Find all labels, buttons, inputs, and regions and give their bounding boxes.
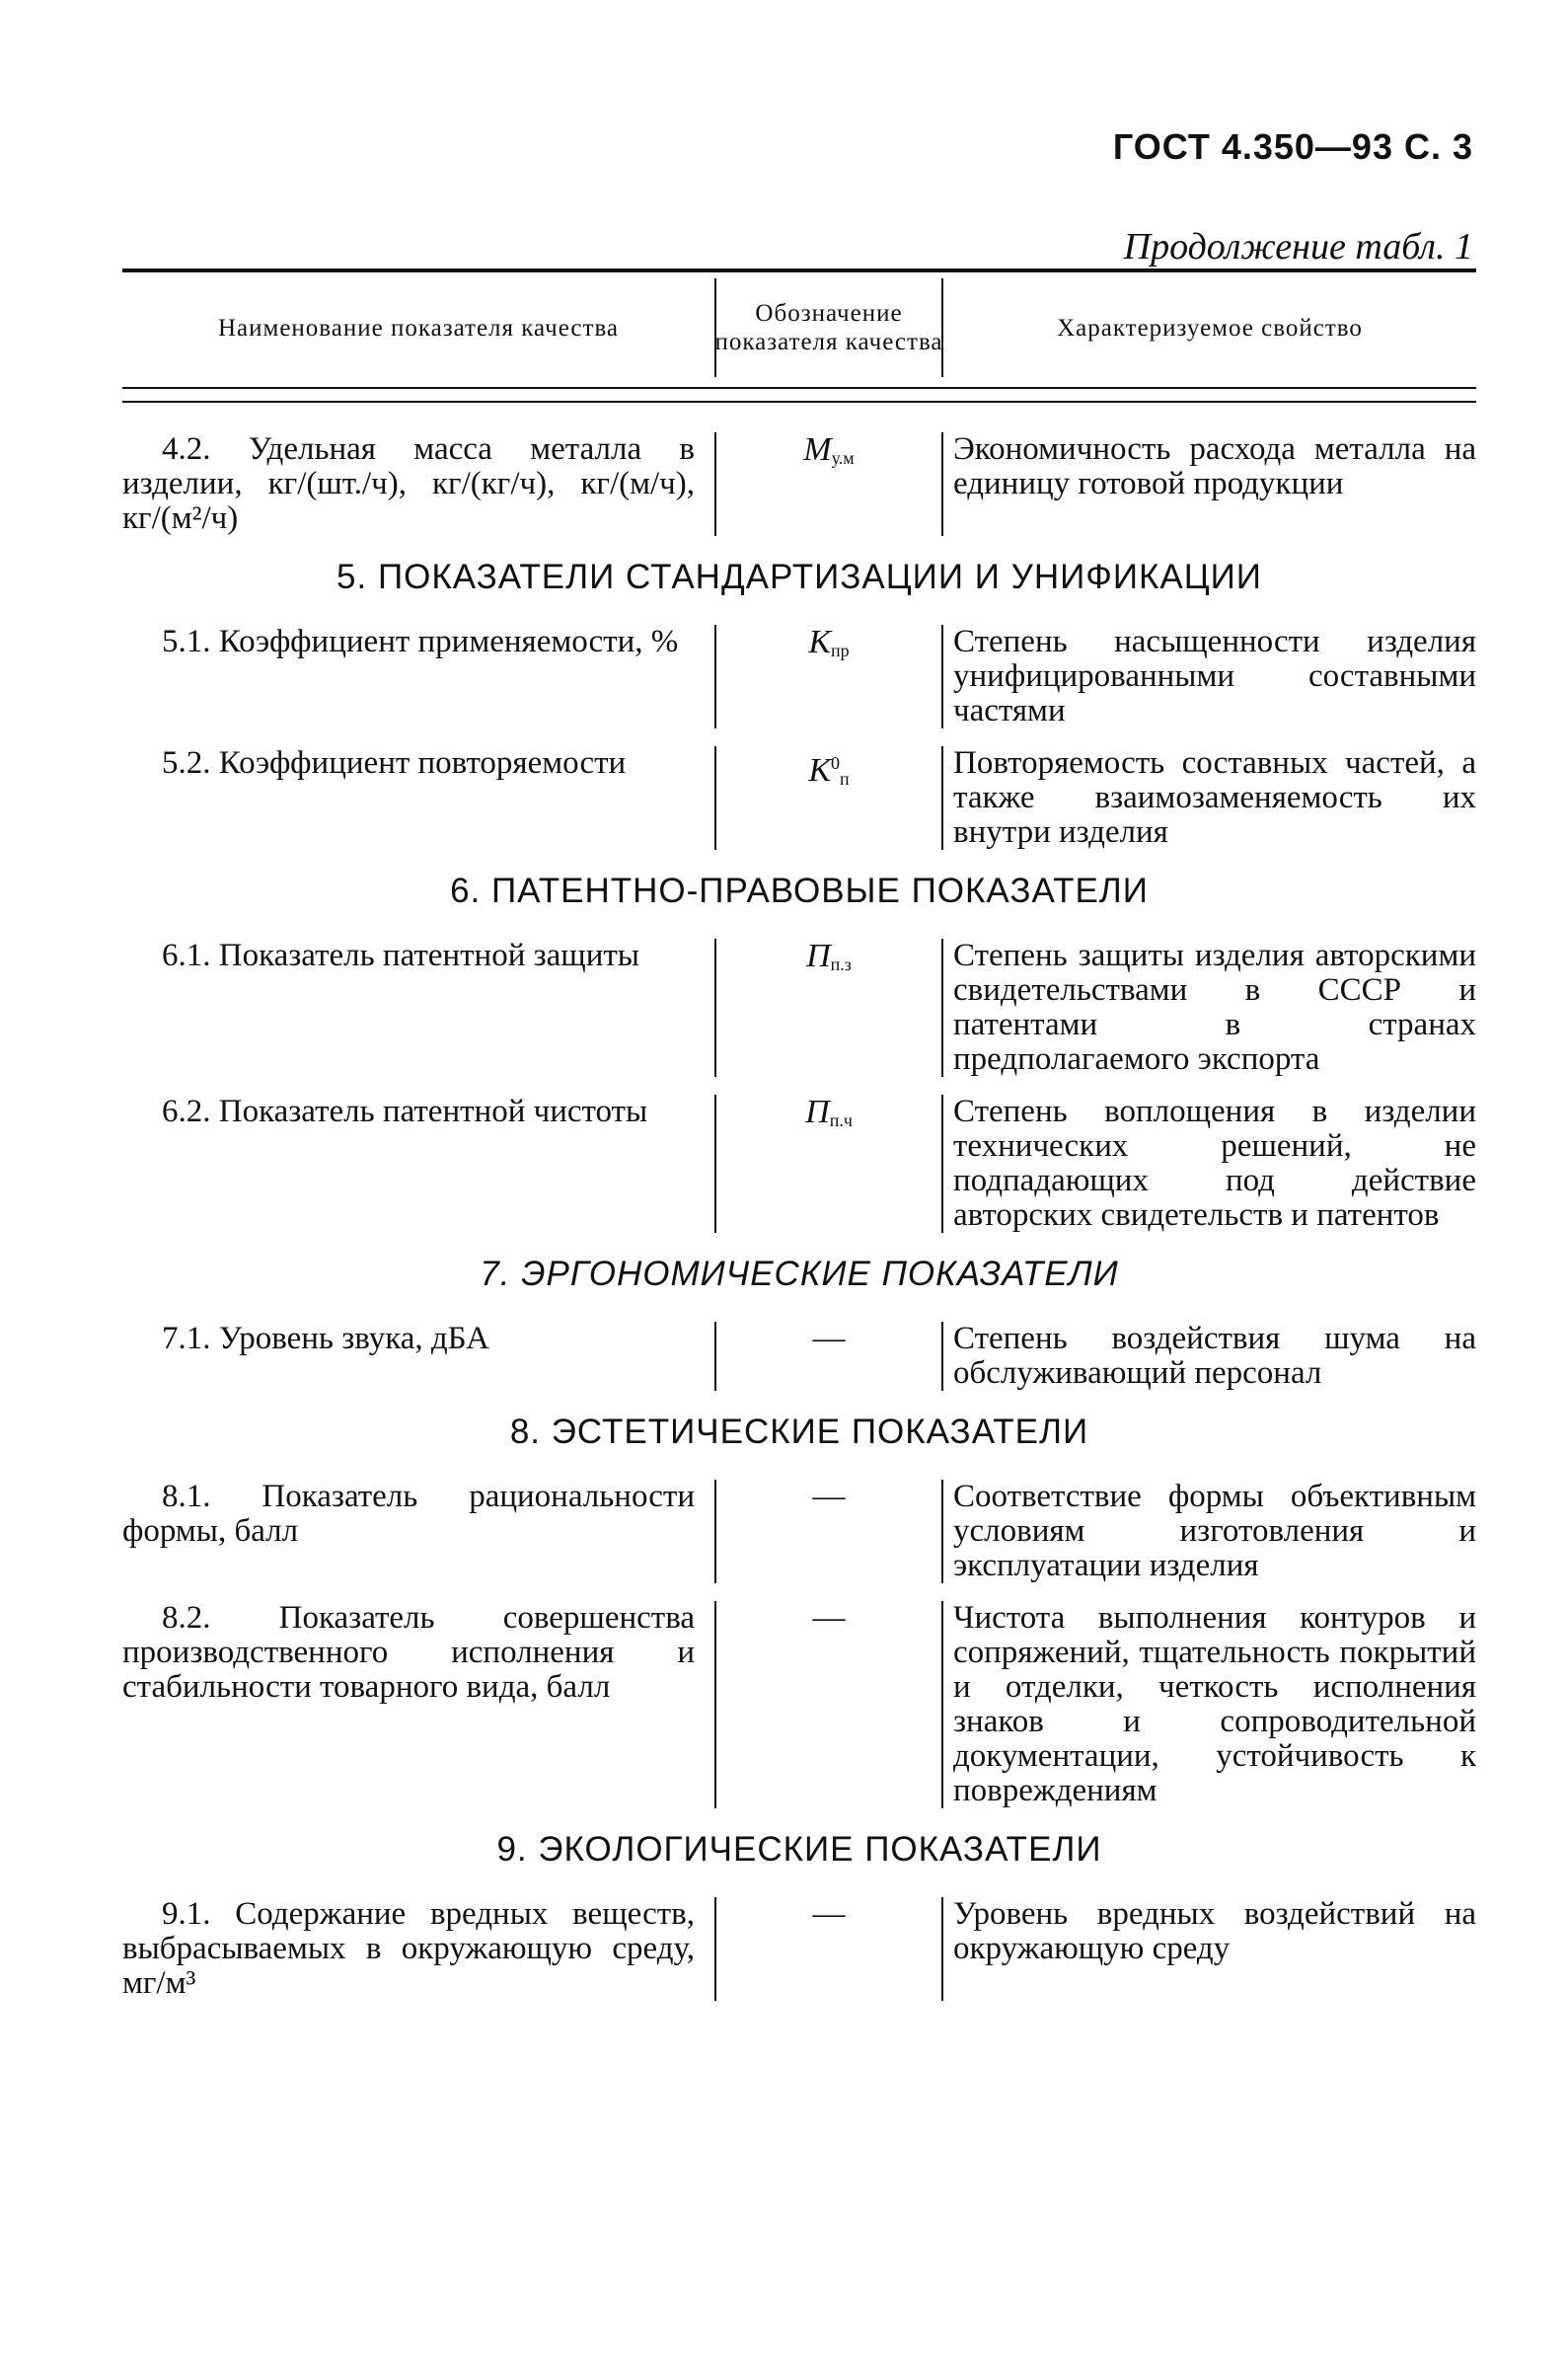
indicator-property: Соответствие формы объективным условиям изготовления и эксплуатации изделия: [953, 1479, 1476, 1583]
indicator-symbol: —: [714, 1322, 943, 1391]
table-row: [122, 1601, 1476, 1808]
table-row: [122, 746, 1476, 850]
indicator-symbol: $К_{пр}$: [714, 625, 943, 728]
column-header-property: Характеризуемое свойство: [1057, 314, 1363, 342]
indicator-property: Уровень вредных воздействий на окружающую среду: [953, 1896, 1476, 1966]
indicator-property: Чистота выполнения контуров и сопряжений, тщательность покрытий и отделки, четкость исполнения знаков и сопроводительной документации, устойчивость к повреждениям: [953, 1600, 1476, 1808]
table-header-double-rule: [122, 387, 1476, 403]
section-title: 9. ЭКОЛОГИЧЕСКИЕ ПОКАЗАТЕЛИ: [496, 1830, 1102, 1869]
table-row: [122, 625, 1476, 728]
indicator-property: Степень воплощения в изделии технических решений, не подпадающих под действие авторских свидетельств и патентов: [953, 1094, 1476, 1233]
column-header-symbol-text: Обозначение показателя качества: [714, 300, 943, 355]
column-header-name: Наименование показателя качества: [217, 314, 620, 342]
table-continuation-label: Продолжение табл. 1: [1123, 226, 1473, 268]
indicator-property: Повторяемость составных частей, а также взаимозаменяемость их внутри изделия: [953, 745, 1476, 850]
indicator-name: 8.2. Показатель совершенства производственного исполнения и стабильности товарного вида, балл: [122, 1600, 695, 1705]
page-header-standard: ГОСТ 4.350—93 С. 3: [1112, 126, 1473, 167]
indicator-symbol: $К^0_п$: [714, 746, 943, 850]
indicator-property: Степень насыщенности изделия унифицированными составными частями: [953, 624, 1476, 728]
table-row: [122, 939, 1476, 1077]
indicator-symbol: $П_{п.з}$: [714, 939, 943, 1077]
table-row: [122, 1897, 1476, 2001]
indicator-name: 9.1. Содержание вредных веществ, выбрасываемых в окружающую среду, мг/м³: [122, 1896, 695, 2001]
indicator-property: Степень защиты изделия авторскими свидетельствами в СССР и патентами в странах предполагаемого экспорта: [953, 938, 1476, 1077]
indicator-name: 7.1. Уровень звука, дБА: [162, 1321, 490, 1356]
indicator-symbol: —: [714, 1601, 943, 1808]
indicator-name: 5.2. Коэффициент повторяемости: [162, 745, 627, 781]
indicator-symbol: —: [714, 1897, 943, 2001]
indicator-symbol: $М_{у.м}$: [714, 432, 943, 536]
indicator-property: Экономичность расхода металла на единицу готовой продукции: [953, 431, 1476, 501]
indicator-symbol: —: [714, 1480, 943, 1583]
table-row: [122, 1480, 1476, 1583]
table-row: [122, 432, 1476, 536]
section-title: 5. ПОКАЗАТЕЛИ СТАНДАРТИЗАЦИИ И УНИФИКАЦИИ: [336, 558, 1262, 596]
indicator-name: 8.1. Показатель рациональности формы, балл: [122, 1479, 695, 1549]
indicator-symbol: $П_{п.ч}$: [714, 1095, 943, 1233]
section-title: 6. ПАТЕНТНО-ПРАВОВЫЕ ПОКАЗАТЕЛИ: [450, 872, 1149, 910]
indicator-name: 6.2. Показатель патентной чистоты: [162, 1094, 648, 1129]
indicator-name: 6.1. Показатель патентной защиты: [162, 938, 639, 973]
indicator-name: 4.2. Удельная масса металла в изделии, кг/(шт./ч), кг/(кг/ч), кг/(м/ч), кг/(м²/ч): [122, 431, 695, 536]
table-row: [122, 1095, 1476, 1233]
column-header-symbol: [714, 272, 943, 383]
table-row: [122, 1322, 1476, 1391]
section-title: 7. ЭРГОНОМИЧЕСКИЕ ПОКАЗАТЕЛИ: [480, 1255, 1119, 1293]
indicator-property: Степень воздействия шума на обслуживающий персонал: [953, 1321, 1476, 1391]
section-title: 8. ЭСТЕТИЧЕСКИЕ ПОКАЗАТЕЛИ: [509, 1413, 1089, 1451]
indicator-name: 5.1. Коэффициент применяемости, %: [162, 624, 679, 659]
table-header-row: [122, 272, 1476, 383]
indicator-table: [122, 268, 1476, 2019]
